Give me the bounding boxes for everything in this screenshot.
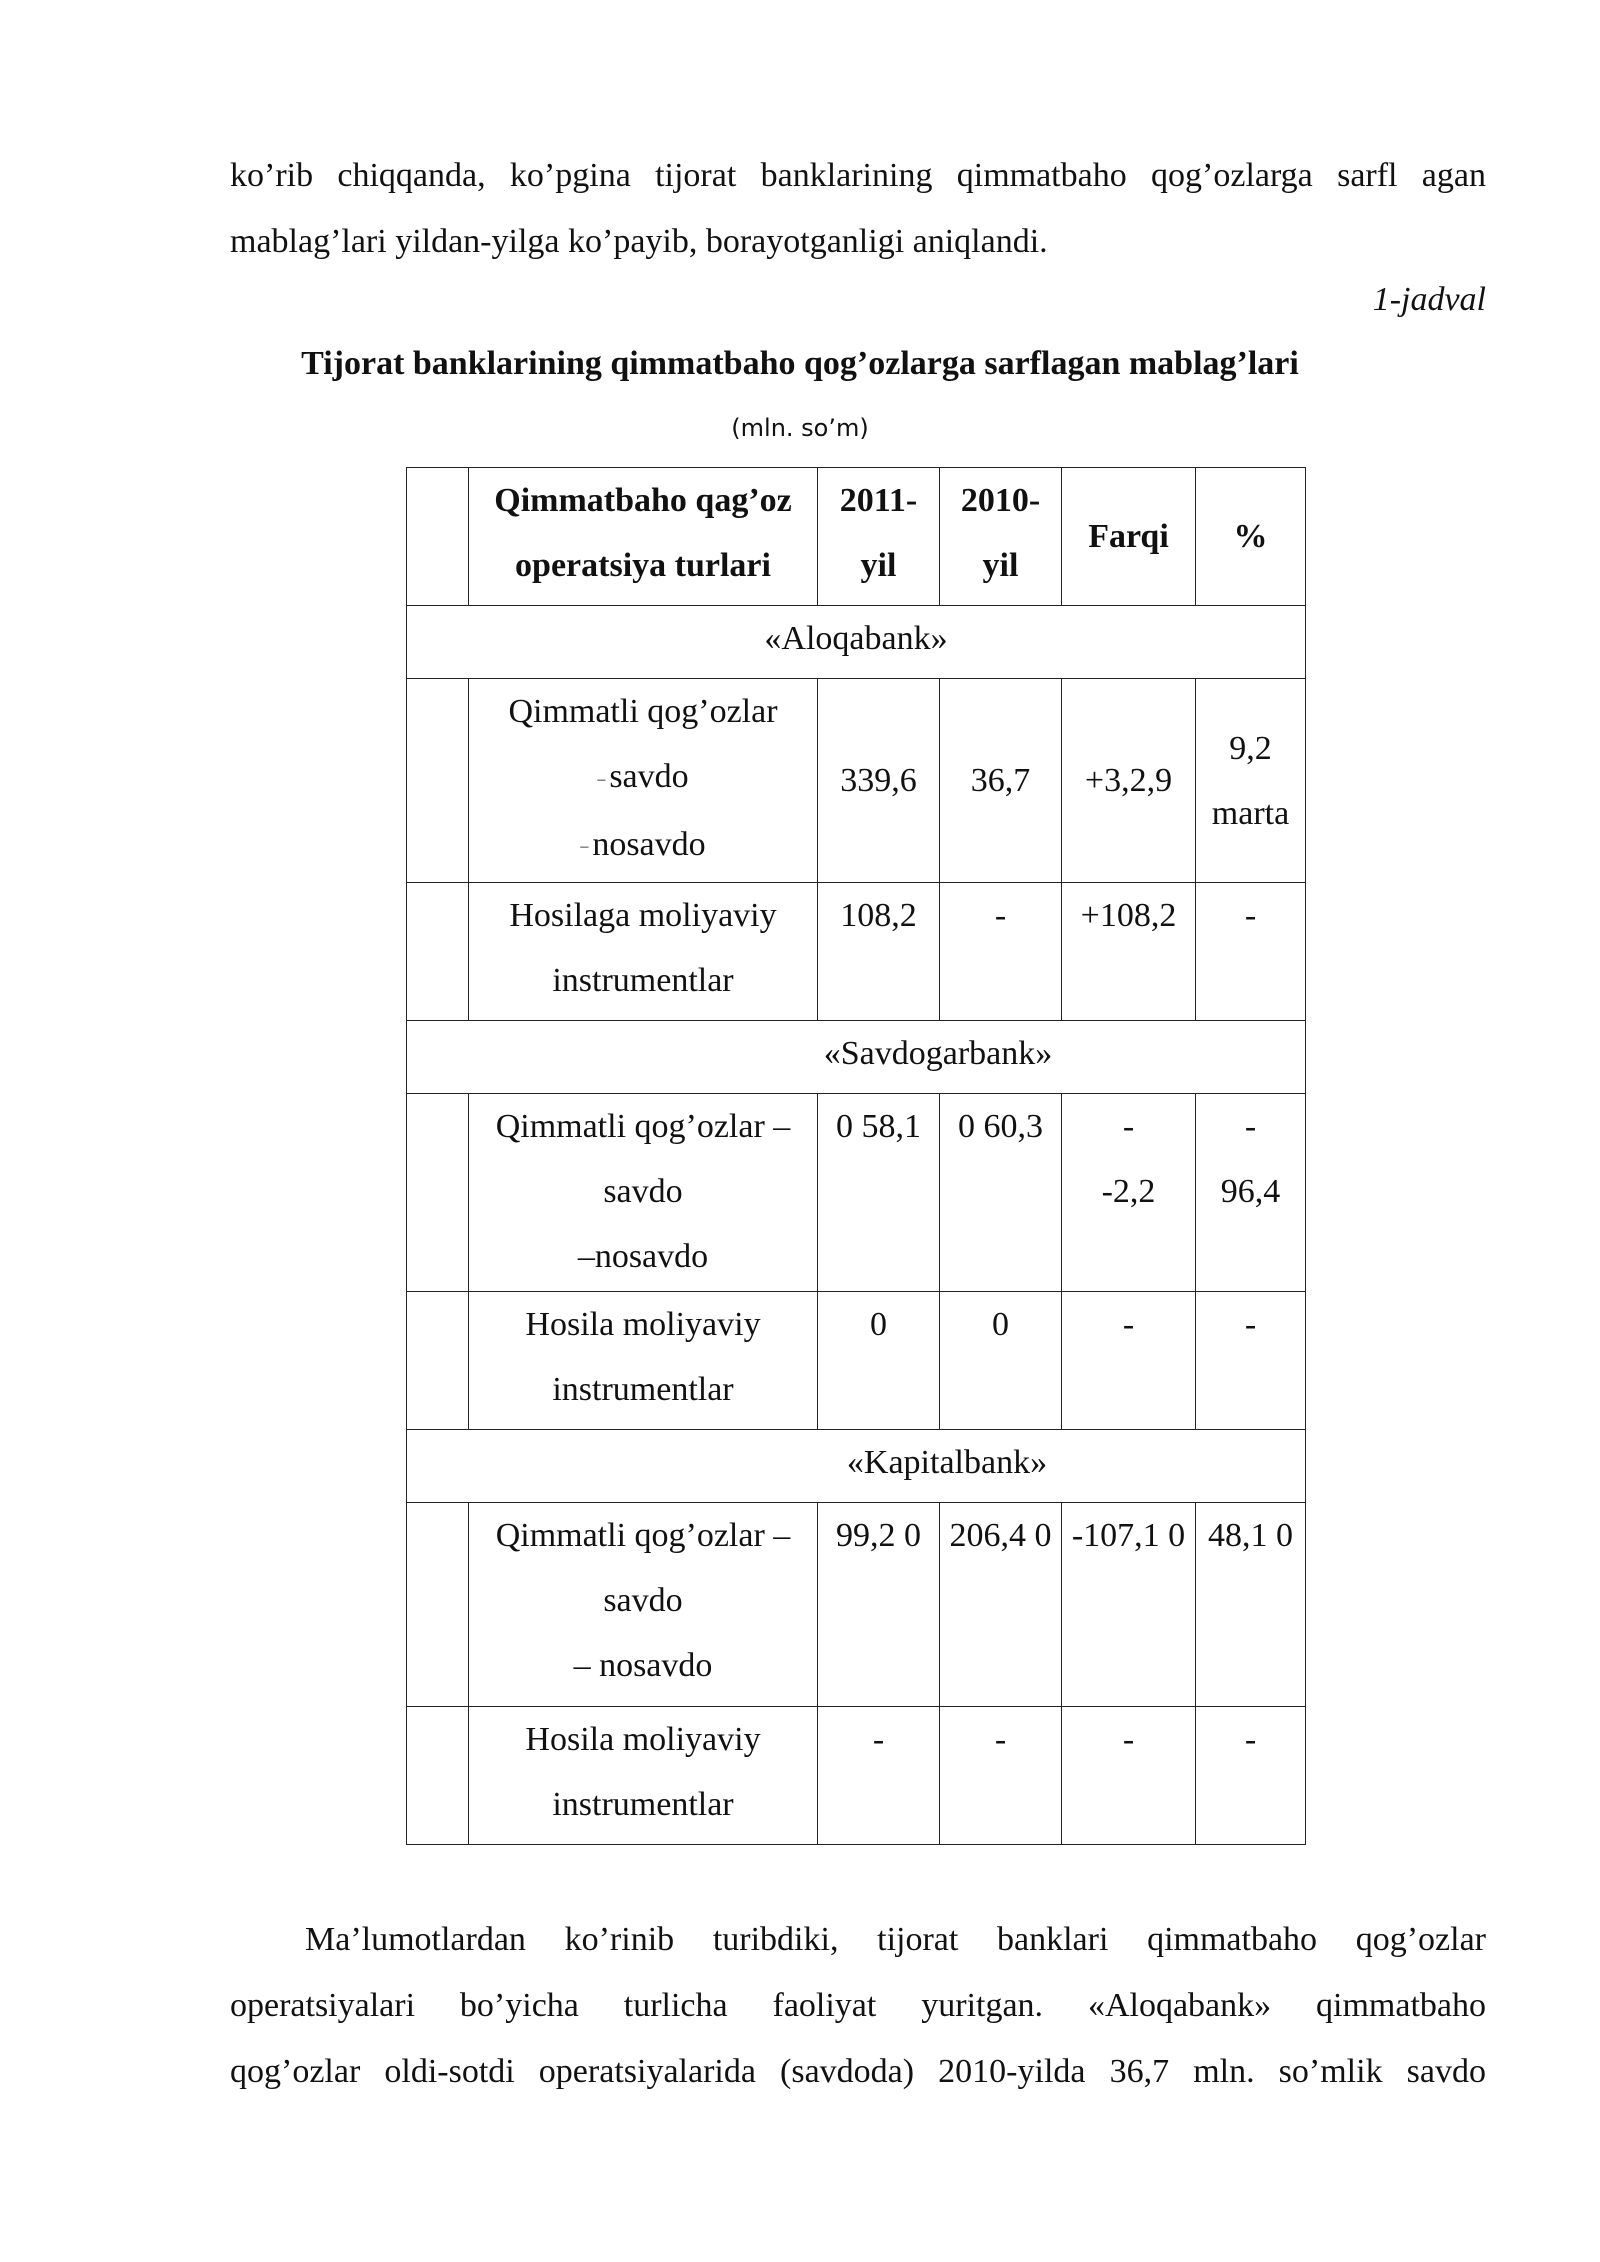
operation-line: Hosila moliyaviy xyxy=(525,1306,761,1343)
row-empty-cell xyxy=(407,1094,469,1292)
value-2010: 0 xyxy=(940,1292,1062,1430)
value-2010: 0 60,3 xyxy=(940,1094,1062,1292)
operation-line: Hosila moliyaviy xyxy=(525,1721,761,1758)
row-empty-cell xyxy=(407,1503,469,1707)
value-percent: - xyxy=(1196,1292,1306,1430)
bank-row-kapitalbank xyxy=(407,1430,1306,1503)
operation-line: savdo xyxy=(603,1173,683,1210)
operation-type xyxy=(469,1503,818,1707)
header-percent: % xyxy=(1196,468,1306,606)
value-2011: 0 xyxy=(818,1292,940,1430)
value-2011: - xyxy=(818,1707,940,1845)
operation-line: Qimmatli qog’ozlar – xyxy=(495,1517,791,1554)
bank-name: «Kapitalbank» xyxy=(407,1430,1306,1503)
value-2011: 339,6 xyxy=(818,679,940,883)
dash-mark: – xyxy=(580,838,589,856)
dash-mark: – xyxy=(597,770,606,788)
header-col3-line2: yil xyxy=(982,547,1019,584)
operation-type xyxy=(469,679,818,883)
header-col1-line1: Qimmatbaho qag’oz xyxy=(494,482,792,519)
bank-name: «Savdogarbank» xyxy=(407,1021,1306,1094)
conclusion-paragraph xyxy=(230,1907,1486,2105)
value-2011: 99,2 0 xyxy=(818,1503,940,1707)
percent-line: - xyxy=(1244,1108,1257,1145)
value-2011: 0 58,1 xyxy=(818,1094,940,1292)
bank-name: «Aloqabank» xyxy=(407,606,1306,679)
value-2010: - xyxy=(940,1707,1062,1845)
difference-line: -2,2 xyxy=(1101,1173,1156,1210)
value-percent xyxy=(1196,679,1306,883)
securities-table xyxy=(406,467,1306,1845)
conclusion-line-1: Ma’lumotlardan ko’rinib turibdiki, tijorat banklari qimmatbaho qog’ozlar xyxy=(305,1921,1486,1958)
operation-line: instrumentlar xyxy=(552,1786,734,1823)
value-percent: - xyxy=(1196,883,1306,1021)
table-row xyxy=(407,1503,1306,1707)
row-empty-cell xyxy=(407,1707,469,1845)
header-operation-types xyxy=(469,468,818,606)
conclusion-line-2: operatsiyalari bo’yicha turlicha faoliyat yuritgan. «Aloqabank» qimmatbaho xyxy=(230,1987,1486,2024)
value-difference: - xyxy=(1062,1292,1196,1430)
bank-row-aloqabank xyxy=(407,606,1306,679)
percent-line: 9,2 xyxy=(1229,729,1272,767)
table-row xyxy=(407,1707,1306,1845)
value-percent xyxy=(1196,1094,1306,1292)
table-number: 1-jadval xyxy=(1372,281,1486,318)
operation-line: instrumentlar xyxy=(552,962,734,999)
operation-subtype: nosavdo xyxy=(592,825,706,863)
percent-line: 96,4 xyxy=(1220,1173,1281,1210)
value-percent: 48,1 0 xyxy=(1196,1503,1306,1707)
header-2011 xyxy=(818,468,940,606)
value-percent: - xyxy=(1196,1707,1306,1845)
table-header-row xyxy=(407,468,1306,606)
operation-line xyxy=(469,812,817,880)
header-2010 xyxy=(940,468,1062,606)
operation-subtype: savdo xyxy=(609,758,689,795)
operation-line xyxy=(469,744,817,812)
operation-line: –nosavdo xyxy=(577,1238,709,1275)
intro-line-1: ko’rib chiqqanda, ko’pgina tijorat banklarining qimmatbaho qog’ozlarga sarfl agan xyxy=(230,157,1486,194)
row-empty-cell xyxy=(407,679,469,883)
table-row xyxy=(407,1292,1306,1430)
operation-type xyxy=(469,1292,818,1430)
operation-line: Hosilaga moliyaviy xyxy=(509,897,777,934)
table-unit: (mln. so’m) xyxy=(731,414,869,442)
row-empty-cell xyxy=(407,883,469,1021)
value-difference: +3,2,9 xyxy=(1062,679,1196,883)
value-difference: - xyxy=(1062,1707,1196,1845)
operation-type xyxy=(469,1094,818,1292)
value-2010: 206,4 0 xyxy=(940,1503,1062,1707)
header-col2-line2: yil xyxy=(860,547,897,584)
intro-paragraph xyxy=(230,143,1486,275)
operation-type xyxy=(469,1707,818,1845)
operation-type xyxy=(469,883,818,1021)
table-row xyxy=(407,679,1306,883)
operation-line: savdo xyxy=(603,1582,683,1619)
percent-line: marta xyxy=(1211,794,1290,832)
table-title: Tijorat banklarining qimmatbaho qog’ozlarga sarflagan mablag’lari xyxy=(301,345,1299,382)
conclusion-line-3: qog’ozlar oldi-sotdi operatsiyalarida (savdoda) 2010-yilda 36,7 mln. so’mlik savdo xyxy=(230,2053,1486,2090)
value-2010: - xyxy=(940,883,1062,1021)
header-empty-cell xyxy=(407,468,469,606)
header-col3-line1: 2010- xyxy=(960,482,1041,519)
difference-line: - xyxy=(1122,1108,1135,1145)
operation-line: Qimmatli qog’ozlar – xyxy=(495,1108,791,1145)
operation-line: Qimmatli qog’ozlar xyxy=(508,693,778,730)
intro-line-2: mablag’lari yildan-yilga ko’payib, borayotganligi aniqlandi. xyxy=(230,223,1048,260)
value-difference: -107,1 0 xyxy=(1062,1503,1196,1707)
operation-line: – nosavdo xyxy=(573,1647,713,1684)
bank-row-savdogarbank xyxy=(407,1021,1306,1094)
value-difference: +108,2 xyxy=(1062,883,1196,1021)
value-2011: 108,2 xyxy=(818,883,940,1021)
row-empty-cell xyxy=(407,1292,469,1430)
header-col1-line2: operatsiya turlari xyxy=(515,547,771,584)
value-difference xyxy=(1062,1094,1196,1292)
value-2010: 36,7 xyxy=(940,679,1062,883)
table-row xyxy=(407,883,1306,1021)
header-difference: Farqi xyxy=(1062,468,1196,606)
operation-line: instrumentlar xyxy=(552,1371,734,1408)
table-row xyxy=(407,1094,1306,1292)
header-col2-line1: 2011- xyxy=(839,482,918,519)
